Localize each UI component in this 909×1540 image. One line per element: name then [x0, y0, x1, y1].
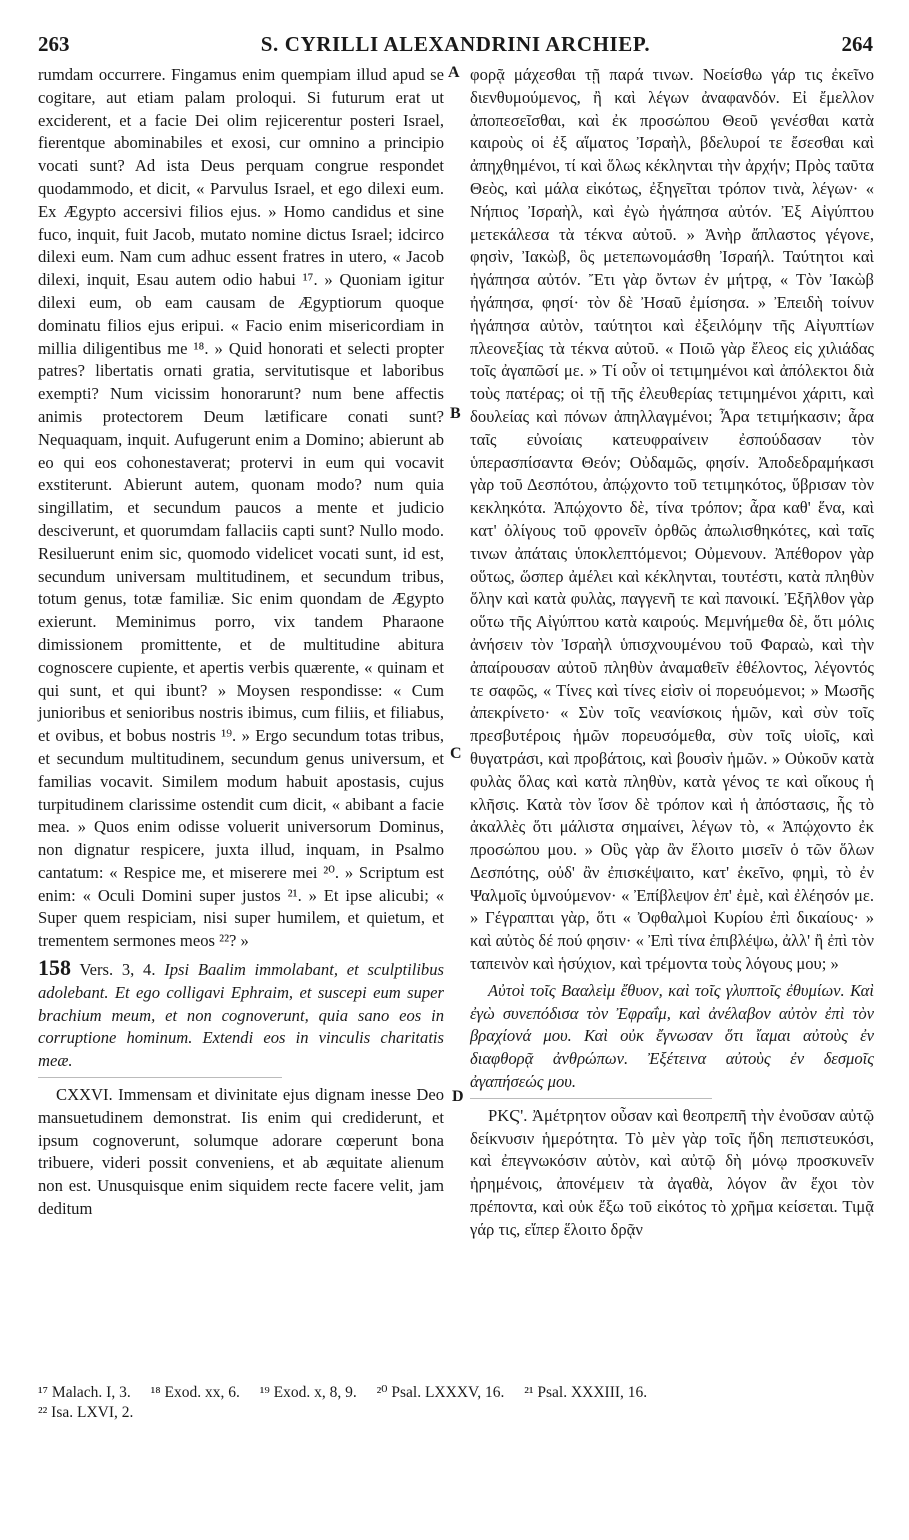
footnote-17: ¹⁷ Malach. I, 3. — [38, 1384, 131, 1401]
margin-marker-a: A — [448, 64, 460, 81]
latin-column — [38, 64, 444, 1221]
margin-marker-c: C — [450, 745, 462, 762]
verse-number: 158 — [38, 955, 71, 981]
greek-paragraph-1: φορᾷ μάχεσθαι τῇ παρά τινων. Νοείσθω γάρ τις ἐκεῖνο διενθυμούμενος, ἢ καὶ λέγων ἀναφανδόν. Εἰ ἔμελλον ἀποπεσεῖσθαι, καὶ ἐκ προσώπου Θεοῦ γενέσθαι κατὰ καιροὺς οἱ ἐξ αἵματος Ἰσραὴλ, βδελυροί τε ἔσεσθαι καὶ ἀπηχθημένοι, τί καὶ ὅλως κέκληνται τὴν ἀρχήν; Πρὸς ταῦτα Θεὸς, καὶ μάλα εἰκότως, ἐξηγεῖται τρόπον τινὰ, λέγων· « Νήπιος Ἰσραὴλ, καὶ ἐγὼ ἠγάπησα αὐτόν. Ἐξ Αἰγύπτου μετεκάλεσα τὰ τέκνα αὐτοῦ. » Ἀνὴρ ἄπλαστος γέγονε, φησὶν, Ἰακὼβ, ὃς μετεπωνομάσθη Ἰσραήλ. Ταύτητοι καὶ ἠγάπησα αὐτόν. Ἔτι γὰρ ὄντων ἐν μήτρᾳ, « Τὸν Ἰακὼβ ἠγάπησα, φησί· τὸν δὲ Ἠσαῦ ἐμίσησα. » Ἐπειδὴ τοίνυν ἠγάπησα αὐτὸν, ταύτητοι καὶ ἐξειλόμην τῆς Αἰγυπτίων πλεονεξίας τὰ τέκνα αὐτοῦ. « Ποιῶ γὰρ ἔλεος εἰς χιλιάδας τοῖς ἀγαπῶσί με. » Τί οὖν οἱ τετιμημένοι καὶ ἀπόλεκτοι διὰ τοὺς πατέρας; οἱ τῇ τῆς ἐλευθερίας τετιμημένοι χάριτι, καὶ δουλείας καὶ πόνων ἀπηλλαγμένοι; Ἆρα τετιμήκασιν; ἆρα ταῖς εὐνοίαις κατευφραίνειν ἐσπούδασαν τὸν ὑπερασπίσαντα Θεόν; Οὐδαμῶς, φησίν. Ἀποδεδραμήκασι γὰρ τοῦ Δεσπότου, ἀπῴχοντο τοῦ τετιμηκότος, ὕβρισαν τὸν κεκληκότα. Ἀπῴχοντο δὲ, τίνα τρόπον; ἆρα καθ' ἕνα, καὶ κατ' ὀλίγους τοῦ φρονεῖν ὀρθῶς ἀπωλισθηκότες, καὶ ταῖς τινων ἀπάταις ὑποκλεπτόμενοι; Οὐμενουν. Ἀπέθορον γὰρ οὕτως, ὥσπερ ἀμέλει καὶ κέκληνται, τουτέστι, κατὰ πληθὺν ὅλην καὶ κατὰ φυλὰς, παγγενῆ τε καὶ πανοικί. Ἐξῆλθον γὰρ οὕτω τῆς Αἰγύπτου κατὰ καιρούς. Μεμνήμεθα δὲ, ὅτι μόλις ἀνήσειν τὸν Ἰσραὴλ ὑπισχνουμένου τοῦ Φαραὼ, καὶ τὴν ἀπαίρουσαν αὐτοῦ πληθὺν ἀναμαθεῖν ἐθέλοντος, λέγοντός τε σαφῶς, « Τίνες καὶ τίνες εἰσὶν οἱ πορευόμενοι; » Μωσῆς ἀπεκρίνετο· « Σὺν τοῖς νεανίσκοις ἡμῶν, καὶ σὺν τοῖς πρεσβυτέροις ἡμῶν πορευσόμεθα, σὺν τοῖς υἱοῖς, καὶ θυγατράσι, καὶ προβάτοις, καὶ βουσὶν ἡμῶν. » Οὐκοῦν κατὰ φυλὰς ὅλας καὶ κατὰ πληθὺν, κατὰ γένος τε καὶ οἴκους ἡ κλῆσις. Κατὰ τὸν ἴσον δὲ τρόπον καὶ ἡ ἀπόστασις, ἧς τὸ ἀκαλλὲς ὅτι μάλιστα σημαίνει, λέγων τὸ, « Ἀπῴχοντο ἐκ προσώπου μου. » Οὓς γὰρ ἂν ἕλοιτο μισεῖν ὁ τῶν ὅλων Δεσπότης, οὐδ' ἂν ἐπισκέψαιτο, κατ' ἐκεῖνο, φημὶ, τὸ ἐν Ψαλμοῖς ὑμνούμενον· « Ἐπίβλεψον ἐπ' ἐμὲ, καὶ ἐλέησόν με. » Γέγραπται γὰρ, ὅτι « Ὀφθαλμοὶ Κυρίου ἐπὶ δικαίους· » καὶ αὐτὸς δέ πού φησιν· « Ἐπὶ τίνα ἐπιβλέψω, ἀλλ' ἢ ἐπὶ τὸν ταπεινὸν καὶ ἡσύχιον, καὶ τρέμοντα τοὺς λόγους μου; » — [470, 65, 874, 974]
footnote-row — [38, 1383, 874, 1403]
latin-paragraph-1: rumdam occurrere. Fingamus enim quempiam illud apud se cogitare, aut etiam palam proloqui. Si futurum erat ut exciderent, et a facie Dei olim rejicerentur posteri Israel, fierentque abominabiles et exosi, cur omnino a principio vocati sunt? Ad ista Deus perquam congrue respondet quodammodo, et dicit, « Parvulus Israel, et ego dilexi eum. Ex Ægypto accersivi filios ejus. » Homo candidus et sine fuco, inquit, fuit Jacob, mutato nomine dictus Israel; idcirco dilexi eum. Nam cum adhuc essent fratres in utero, « Jacob dilexi, inquit, Esau autem odio habui ¹⁷. » Quoniam igitur dilexi eum, ob eam causam de Ægyptiorum quoque dominatu filios ejus eripui. « Facio enim misericordiam in millia diligentibus me ¹⁸. » Quid honorati et selecti propter patres? libertatis ornati gratia, servitutisque et laboribus exempti? Num vicissim honorarunt? num bene affectis animis protectorem Deum lætificare conati sunt? Nequaquam, inquit. Aufugerunt enim a Domino; abierunt ab eo qui eos cohonestaverat; protervi in eum qui vocavit exstiterunt. Abierunt autem, quonam modo? num quia singillatim, et secundum paucos a mente et judicio desciverunt, et quorumdam fallaciis capti sunt? Nullo modo. Resiluerunt enim sic, quomodo videlicet vocati sunt, id est, secundum universam multitudinem, et secundum tribus, totum genus, totæ familiæ. Sic enim quondam de Ægypto exierunt. Meminimus porro, vix tandem Pharaone dimissionem promittente, et de multitudine abitura cognoscere cupiente, et apertis verbis quærente, « quinam et qui sunt, et qui ibunt? » Moysen respondisse: « Cum junioribus et senioribus nostris ibimus, cum filiis, et filiabus, et ovibus, et bobus nostris ¹⁹. » Ergo secundum totas tribus, et secundum multitudinem, secundum genus universum, et familias vocavit. Similem modum habuit apostasis, cujus turpitudinem clarissime ostendit cum dicit, « abibant a facie mea. » Quos enim odisse voluerit universorum Dominus, non dignatur respicere, juxta illud, inquam, in Psalmo cantatum: « Respice me, et miserere mei ²⁰. » Scriptum est enim: « Oculi Domini super justos ²¹. » Et ipse alicubi; « Super quem respiciam, nisi super humilem, et quietum, et trementem sermones meos ²²? » — [38, 65, 444, 951]
margin-marker-b: B — [450, 405, 461, 422]
divider — [470, 1098, 712, 1099]
latin-verse — [38, 957, 444, 1073]
greek-paragraph-2: ΡΚϚ'. Ἀμέτρητον οὖσαν καὶ θεοπρεπῆ τὴν ἐνοῦσαν αὐτῷ δείκνυσιν ἡμερότητα. Τὸ μὲν γὰρ τοῖς ἤδη πεπιστευκόσι, καὶ ἐπεγνωκόσιν αὐτὸν, καὶ αὐτῷ δὴ μόνῳ προσκυνεῖν ἠρημένοις, ἀπονέμειν τὰ ἀγαθὰ, λόγον ἂν ἔχοι τὸν πρέποντα, καὶ οὐκ ἔξω τοῦ εἰκότος τὸ χρῆμα κείσεται. Τιμᾷ γάρ τις, εἴπερ ἕλοιτο δρᾷν — [470, 1105, 874, 1239]
footnotes — [38, 1383, 874, 1423]
page-number-left: 263 — [38, 32, 70, 56]
latin-verse-text: Ipsi Baalim immolabant, et sculptilibus adolebant. Et ego colligavi Ephraim, et suscepi eum super brachium meum, et non cognoverunt, quia sano eos in corruptione hominum. Extendi eos in vinculis charitatis meæ. — [38, 960, 444, 1071]
footnote-20: ²⁰ Psal. LXXXV, 16. — [376, 1384, 505, 1401]
footnote-21: ²¹ Psal. XXXIII, 16. — [524, 1384, 648, 1401]
footnote-18: ¹⁸ Exod. xx, 6. — [150, 1384, 240, 1401]
page-number-right: 264 — [841, 32, 873, 56]
verse-reference: Vers. 3, 4. — [79, 960, 156, 980]
running-title: S. CYRILLI ALEXANDRINI ARCHIEP. — [260, 32, 651, 56]
footnote-22: ²² Isa. LXVI, 2. — [38, 1404, 134, 1421]
footnote-row — [38, 1403, 874, 1423]
greek-column — [470, 64, 874, 1242]
page-header — [38, 32, 873, 62]
divider — [38, 1077, 282, 1078]
latin-paragraph-2: CXXVI. Immensam et divinitate ejus dignam inesse Deo mansuetudinem demonstrat. Iis enim qui crediderunt, et ipsum cognoverunt, solumque adorare cœperunt bona tribuere, videri possit conveniens, et ab æquitate alienum non est. Unusquisque enim siquidem recte facere velit, jam deditum — [38, 1085, 444, 1219]
greek-verse-text: Αὐτοὶ τοῖς Βααλεὶμ ἔθυον, καὶ τοῖς γλυπτοῖς ἐθυμίων. Καὶ ἐγὼ συνεπόδισα τὸν Ἐφραΐμ, καὶ ἀνέλαβον αὐτὸν ἐπὶ τὸν βραχίονά μου. Καὶ οὐκ ἔγνωσαν ὅτι ἴαμαι αὐτοὺς ἐν διαφθορᾷ ἀνθρώπων. Ἐξέτεινα αὐτοὺς ἐν δεσμοῖς ἀγαπήσεώς μου. — [470, 980, 874, 1092]
footnote-19: ¹⁹ Exod. x, 8, 9. — [259, 1384, 357, 1401]
margin-marker-d: D — [452, 1088, 464, 1105]
